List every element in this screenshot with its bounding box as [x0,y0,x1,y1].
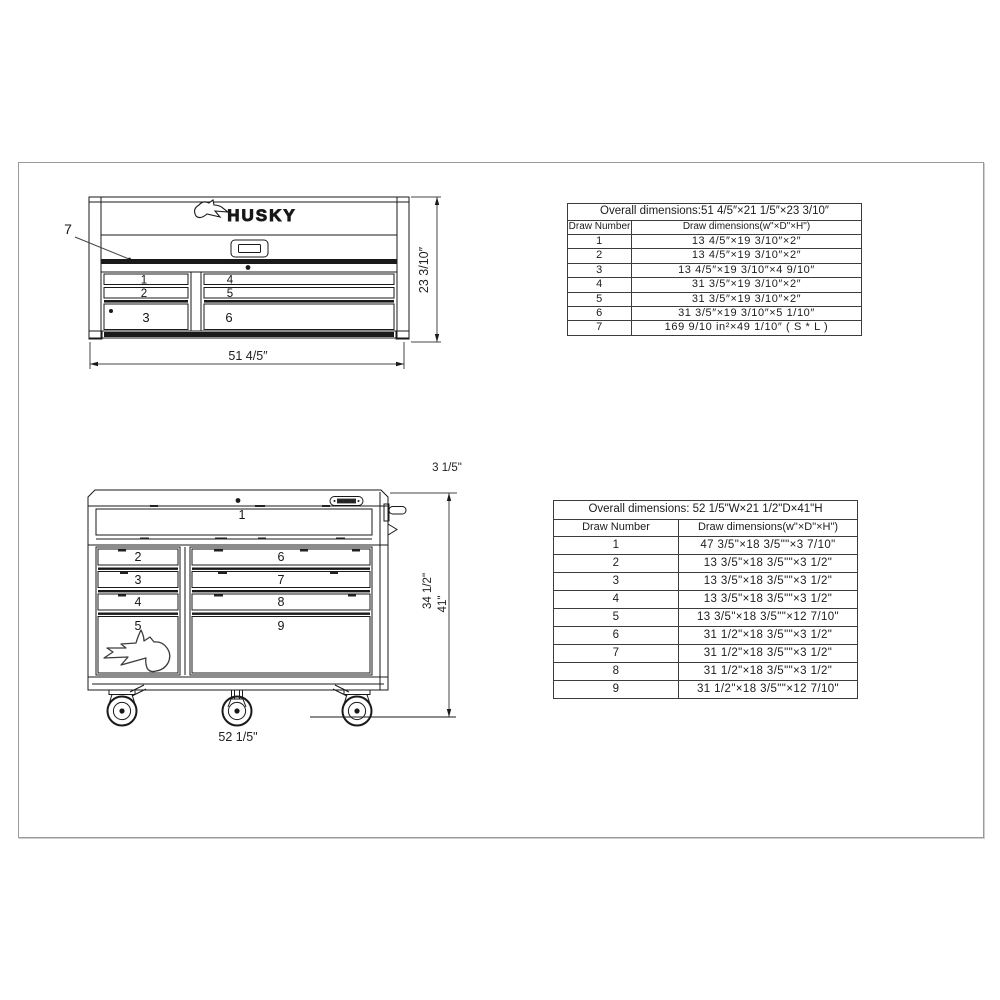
table-row [554,681,858,699]
table-row [554,663,858,681]
table-row [554,591,858,609]
cabinet-drawers [98,508,370,673]
chest-height-dimension [411,197,441,342]
draw-number-cell: 1 [554,537,679,555]
cabinet-lock-icon [236,498,241,503]
draw-dims-cell: 31 1/2"×18 3/5""×12 7/10" [679,681,858,699]
chest-base [104,332,394,337]
cabinet-width-dim-label: 52 1/5" [218,730,258,744]
draw-dims-cell: 31 3/5″×19 3/10″×2″ [632,292,862,306]
table-header-row [568,221,862,235]
table-row [554,627,858,645]
cabinet-badge [330,497,363,506]
chest-drawer-label-3: 3 [142,310,150,325]
handle-dim-label: 3 1/5" [432,462,462,474]
cabinet-drawer-label-9: 9 [277,619,285,633]
draw-number-cell: 7 [554,645,679,663]
chest-lid-edge [101,259,397,264]
table-header-row [554,520,858,537]
draw-dims-cell: 31 3/5″×19 3/10″×2″ [632,278,862,292]
husky-dog-art [104,630,170,672]
chest-drawer-label-1: 1 [140,274,148,287]
chest-drawer3-lock-icon [109,309,113,313]
cabinet-drawer-label-5: 5 [134,619,142,633]
draw-number-cell: 9 [554,681,679,699]
table-row [554,609,858,627]
table-title-row [568,204,862,221]
table-row [554,537,858,555]
cabinet-drawer-label-2: 2 [134,550,142,564]
callout-7 [64,221,131,260]
cabinet-drawer-label-1: 1 [238,508,246,522]
draw-dims-cell: 31 3/5″×19 3/10″×5 1/10″ [632,306,862,320]
husky-logo-text: HUSKY [227,206,297,225]
chest-width-dimension [90,342,404,369]
draw-dims-cell: 13 3/5"×18 3/5""×3 1/2" [679,591,858,609]
cabinet-table-title: Overall dimensions: 52 1/5"W×21 1/2"D×41"H [554,501,858,520]
draw-number-cell: 4 [568,278,632,292]
chest-lock-icon [246,265,251,270]
table-row [568,235,862,249]
table-row [568,249,862,263]
draw-number-header: Draw Number [554,520,679,537]
table-row [568,292,862,306]
draw-number-cell: 7 [568,321,632,335]
draw-dims-cell: 31 1/2"×18 3/5""×3 1/2" [679,645,858,663]
cabinet-drawing [60,448,485,750]
draw-number-cell: 6 [568,306,632,320]
draw-dims-cell: 13 3/5"×18 3/5""×3 1/2" [679,573,858,591]
chest-drawer-label-6: 6 [225,310,233,325]
cabinet-drawer-label-6: 6 [277,550,285,564]
chest-drawer-label-5: 5 [226,288,234,300]
draw-dims-header: Draw dimensions(w"×D"×H") [632,221,862,235]
table-row [568,306,862,320]
cabinet-badge-text: HUSKY [339,498,354,504]
cabinet-total-height-dim-label: 41" [437,595,449,613]
chest-drawer-label-2: 2 [140,288,148,300]
draw-number-cell: 1 [568,235,632,249]
draw-number-cell: 3 [568,263,632,277]
husky-dog-icon [195,200,228,218]
table-row [568,278,862,292]
chest-width-dim-label: 51 4/5″ [228,349,268,363]
table-row [554,645,858,663]
chest-height-dim-label: 23 3/10″ [417,246,431,294]
caster-right [333,685,372,726]
draw-number-cell: 5 [568,292,632,306]
chest-table-title: Overall dimensions:51 4/5″×21 1/5″×23 3/10″ [568,204,862,221]
draw-number-cell: 4 [554,591,679,609]
draw-number-cell: 6 [554,627,679,645]
draw-number-cell: 2 [568,249,632,263]
draw-dims-cell: 13 4/5″×19 3/10″×2″ [632,249,862,263]
chest-drawing [50,178,475,378]
cabinet-drawer-label-7: 7 [277,573,285,587]
cabinet-drawer-label-3: 3 [134,573,142,587]
caster-left [108,685,147,726]
draw-dims-header: Draw dimensions(w"×D"×H") [679,520,858,537]
callout-7-leader [75,237,129,259]
chest-spec-table [567,203,862,336]
side-handle [384,504,406,535]
table-row [568,263,862,277]
draw-number-cell: 5 [554,609,679,627]
draw-dims-cell: 31 1/2"×18 3/5""×3 1/2" [679,663,858,681]
table-row [568,321,862,335]
table-row [554,573,858,591]
draw-dims-cell: 47 3/5"×18 3/5""×3 7/10" [679,537,858,555]
draw-dims-cell: 13 4/5″×19 3/10″×4 9/10″ [632,263,862,277]
cabinet-drawer-label-8: 8 [277,595,285,609]
table-row [554,555,858,573]
table-title-row [554,501,858,520]
draw-dims-cell: 13 3/5"×18 3/5""×12 7/10" [679,609,858,627]
draw-dims-cell: 13 4/5″×19 3/10″×2″ [632,235,862,249]
callout-7-label: 7 [64,221,72,237]
chest-drawers [104,274,394,330]
husky-logo [195,200,297,225]
cabinet-drawer-1 [96,509,372,535]
cabinet-body-height-dim-label: 34 1/2" [422,572,434,610]
draw-dims-cell: 13 3/5"×18 3/5""×3 1/2" [679,555,858,573]
draw-dims-cell: 31 1/2"×18 3/5""×3 1/2" [679,627,858,645]
draw-number-cell: 3 [554,573,679,591]
draw-number-cell: 2 [554,555,679,573]
chest-drawer-divider [191,272,201,331]
caster-center [223,690,252,726]
chest-drawer-label-4: 4 [226,274,234,287]
draw-number-header: Draw Number [568,221,632,235]
draw-number-cell: 8 [554,663,679,681]
cabinet-drawer-label-4: 4 [134,595,142,609]
cabinet-spec-table [553,500,858,699]
cabinet-height-dimension [390,493,457,717]
chest-handle [231,240,268,257]
draw-dims-cell: 169 9/10 in²×49 1/10″ ( S * L ) [632,321,862,335]
